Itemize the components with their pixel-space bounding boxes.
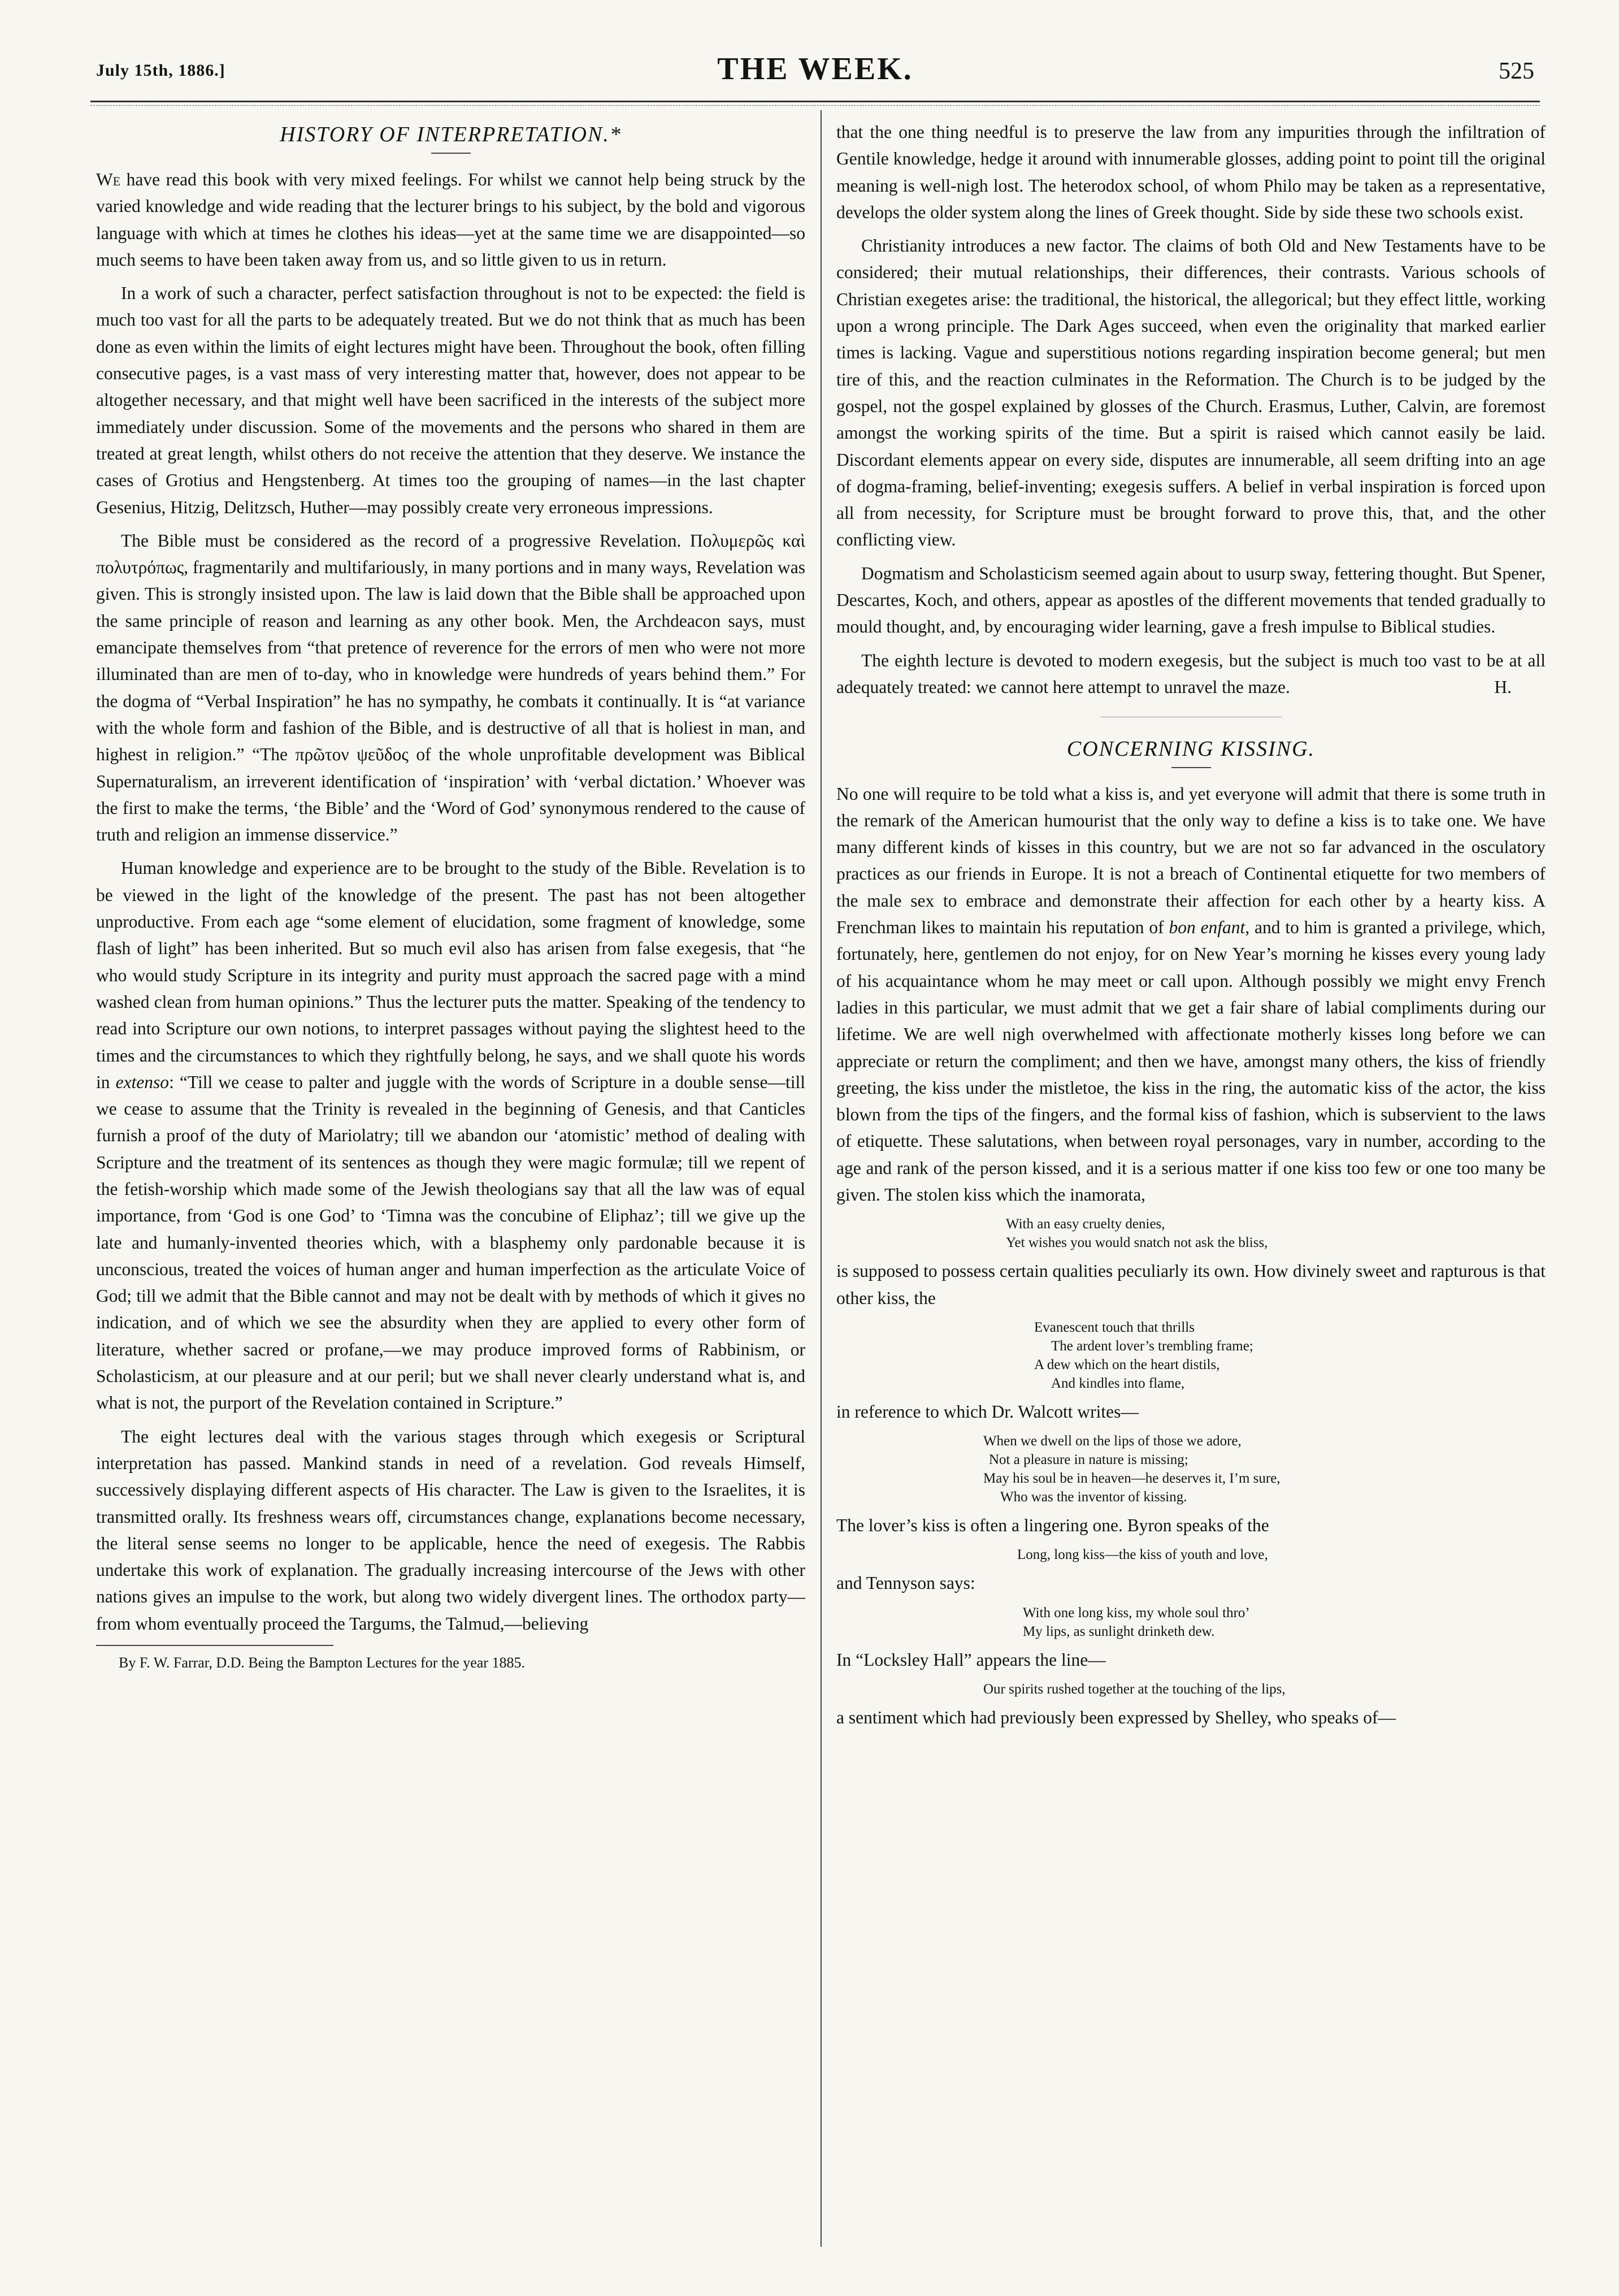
left-column [96,119,805,1673]
verse-quote [836,1215,1546,1252]
paragraph: in reference to which Dr. Walcott writes— [836,1401,1139,1422]
footnote: By F. W. Farrar, D.D. Being the Bampton Lectures for the year 1885. [119,1654,525,1671]
column-divider [821,110,822,2247]
article-title-kissing: CONCERNING KISSING. [1066,737,1316,761]
verse-quote [836,1680,1546,1699]
paragraph: and Tennyson says: [836,1573,975,1593]
verse-line: Long, long kiss—the kiss of youth and love, [1017,1547,1268,1563]
verse-line: Our spirits rushed together at the touching of the lips, [983,1682,1286,1697]
verse-quote [836,1318,1546,1393]
paragraph: Dogmatism and Scholasticism seemed again about to usurp sway, fettering thought. But Spener, Descartes, Koch, and others, appear as apostles of the different movements that tended gradually to mould thought, and, by encouraging wider learning, gave a fresh impulse to Biblical studies. [836,563,1546,637]
paragraph [836,781,1546,1208]
masthead: THE WEEK. [717,51,913,86]
verse-line: Not a pleasure in nature is missing; [989,1452,1188,1468]
paragraph-text: : “Till we cease to palter and juggle with the words of Scripture in a double sense—till we cease to assume that the Trinity is revealed in the beginning of Genesis, and that Canticles furnish a proof of the duty of Mariolatry; till we abandon our ‘atomistic’ method of dealing with Scripture and the treatment of its sentences as though they were magic formulæ; till we repent of the fetish-worship which made some of the Jewish theologians say that all the law was of equal importance, from ‘God is one God’ to ‘Timna was the concubine of Eliphaz’; till we give up the late and humanly-invented theories which, with a blasphemy only pardonable because it is unconscious, treated the voices of human anger and human imperfection as the articulate Voice of God; till we admit that the Bible cannot and may not be dealt with by methods of which it gives no indication, and of which we see the absurdity when they are applied to every other form of literature, whether sacred or profane,—we may produce improved forms of Rabbinism, or Scholasticism, at our pleasure and at our peril; but we shall never clearly understand what is, and what is not, the purport of the Revelation contained in Scripture.” [96,1072,805,1413]
title-rule [1171,767,1211,768]
paragraph: The eighth lecture is devoted to modern exegesis, but the subject is much too vast to be at all adequately treated: we cannot here attempt to unravel the maze. [836,650,1546,697]
opening-word: We [96,170,121,189]
paragraph: In “Locksley Hall” appears the line— [836,1649,1106,1670]
paragraph: In a work of such a character, perfect satisfaction throughout is not to be expected: the field is much too vast for all the parts to be adequately treated. But we do not think that as much has been done as even within the limits of eight lectures might have been. Throughout the book, often filling consecutive pages, is a vast mass of very interesting matter that, however, does not appear to be altogether necessary, and that might well have been sacrificed in the interests of the subject more immediately under discussion. Some of the movements and the persons who shared in them are treated at great length, whilst others do not receive the attention that they deserve. We instance the cases of Grotius and Hengstenberg. At times too the grouping of names—in the last chapter Gesenius, Hitzig, Delitzsch, Huther—may possibly create very erroneous impressions. [96,283,805,517]
paragraph-text: Human knowledge and experience are to be brought to the study of the Bible. Revelation is to be viewed in the light of the knowledge of the present. The past has not been altogether unproductive. From each age “some element of elucidation, some fragment of knowledge, some flash of light” has been inherited. But so much evil also has arisen from false exegesis, that “he who would study Scripture in its integrity and purity must approach the sacred page with a mind washed clean from human opinions.” Thus the lecturer puts the matter. Speaking of the tendency to read into Scripture our own notions, to interpret passages without paying the slightest heed to the times and the circumstances to which they rightfully belong, he says, and we shall quote his words in [96,858,805,1092]
verse-quote [836,1545,1546,1564]
paragraph-text: No one will require to be told what a kiss is, and yet everyone will admit that there is some truth in the remark of the American humourist that the only way to define a kiss is to take one. We have many different kinds of kisses in this country, but we are not so far advanced in the osculatory practices as our friends in Europe. It is not a breach of Continental etiquette for two members of the male sex to embrace and demonstrate their affection for each other by a hearty kiss. A Frenchman likes to maintain his reputation of [836,783,1546,938]
paragraph: The eight lectures deal with the various stages through which exegesis or Scriptural interpretation has passed. Mankind stands in need of a revelation. God reveals Himself, successively displaying different aspects of His character. The Law is given to the Israelites, it is transmitted orally. Its freshness wears off, circumstances change, explanations become necessary, the literal sense seems no longer to be applicable, hence the need of exegesis. The Rabbis undertake this work of explanation. The gradually increasing intercourse of the Jews with other nations gives an impulse to the work, but along two widely divergent lines. The orthodox party—from whom eventually proceed the Targums, the Talmud,—believing [96,1426,805,1634]
paragraph: The Bible must be considered as the record of a progressive Revelation. Πολυμερῶς καὶ πολυτρόπως, fragmentarily and multifariously, in many portions and in many ways, Revelation was given. This is strongly insisted upon. The law is laid down that the Bible shall be approached upon the same principle of reason and learning as any other book. Men, the Archdeacon says, must emancipate themselves from “that pretence of reverence for the errors of men who were not more illuminated than are men of to-day, who in knowledge were hundreds of years behind them.” For the dogma of “Verbal Inspiration” he has no sympathy, he combats it continually. It is “at variance with the whole form and fashion of the Bible, and is destructive of all that is holiest in man, and highest in religion.” “The πρῶτον ψεῦδος of the whole unprofitable development was Biblical Supernaturalism, an irreverent identification of ‘inspiration’ with ‘verbal dictation.’ Whoever was the first to make the terms, ‘the Bible’ and the ‘Word of God’ synonymous rendered to the cause of truth and religion an immense disservice.” [96,530,805,845]
verse-line: My lips, as sunlight drinketh dew. [1023,1623,1215,1639]
paragraph: a sentiment which had previously been expressed by Shelley, who speaks of— [836,1708,1396,1728]
article-title-interpretation: HISTORY OF INTERPRETATION.* [280,123,622,146]
signature: H. [1494,677,1512,698]
verse-line: The ardent lover’s trembling frame; [1051,1338,1253,1354]
paragraph: is supposed to possess certain qualities peculiarly its own. How divinely sweet and rapturous is that other kiss, the [836,1261,1546,1308]
verse-line: When we dwell on the lips of those we adore, [983,1433,1242,1449]
header-rule [90,101,1540,102]
verse-line: Evanescent touch that thrills [1034,1319,1195,1335]
verse-line: With one long kiss, my whole soul thro’ [1023,1605,1250,1621]
verse-quote [836,1432,1546,1506]
italic-phrase: bon enfant [1169,917,1245,938]
paragraph: Christianity introduces a new factor. The claims of both Old and New Testaments have to be considered; their mutual relationships, their differences, their contrasts. Various schools of Christian exegetes arise: the traditional, the historical, the allegorical; but they effect little, working upon a wrong principle. The Dark Ages succeed, when even the originality that marked earlier times is lacking. Vague and superstitious notions regarding inspiration become general; but men tire of this, and the reaction culminates in the Reformation. The Church is to be judged by the gospel, not the gospel explained by glosses of the Church. Erasmus, Luther, Calvin, are foremost amongst the working spirits of the time. But a spirit is raised which cannot easily be laid. Discordant elements appear on every side, disputes are innumerable, all seem drifting into an age of dogma-framing, belief-inventing; exegesis suffers. A belief in verbal inspiration is forced upon all from necessity, for Scripture must be brought forward to prove this, that, and the other conflicting view. [836,236,1546,550]
verse-line: Yet wishes you would snatch not ask the bliss, [1006,1235,1268,1251]
issue-date: July 15th, 1886.] [96,61,225,80]
right-column [836,119,1546,1731]
verse-line: Who was the inventor of kissing. [1000,1489,1187,1505]
footnote-rule [96,1645,333,1646]
verse-line: And kindles into flame, [1051,1375,1185,1391]
header-rule-dashed [90,105,1540,106]
title-rule [431,153,471,154]
paragraph [96,855,805,1416]
paragraph: that the one thing needful is to preserve the law from any impurities through the infiltration of Gentile knowledge, hedge it around with innumerable glosses, adding point to point till the original meaning is well-nigh lost. The heterodox school, of whom Philo may be taken as a representative, develops the older system along the lines of Greek thought. Side by side these two schools exist. [836,122,1546,222]
page-header [96,51,1534,90]
paragraph-text: , and to him is granted a privilege, which, fortunately, here, gentlemen do not enjoy, for on New Year’s morning he kisses every young lady of his acquaintance whom he may meet or call upon. Although possibly we might envy French ladies in this particular, we must admit that we get a fair share of labial compliments during our lifetime. We are well nigh overwhelmed with affectionate motherly kisses long before we can appreciate or return the compliment; and then we have, amongst many others, the kiss of friendly greeting, the kiss under the mistletoe, the kiss in the ring, the automatic kiss of the actor, the kiss blown from the tips of the fingers, and the formal kiss of fashion, which is subservient to the laws of etiquette. These salutations, when between royal personages, vary in number, according to the age and rank of the person kissed, and it is a serious matter if one kiss too few or one too many be given. The stolen kiss which the inamorata, [836,917,1546,1205]
paragraph: The lover’s kiss is often a lingering one. Byron speaks of the [836,1515,1269,1536]
verse-quote [836,1604,1546,1641]
paragraph [96,166,805,273]
page-number: 525 [1499,58,1534,84]
verse-line: With an easy cruelty denies, [1006,1216,1165,1232]
verse-line: May his soul be in heaven—he deserves it, I’m sure, [983,1471,1281,1487]
paragraph-text: have read this book with very mixed feelings. For whilst we cannot help being struck by the varied knowledge and wide reading that the lecturer brings to his subject, by the bold and vigorous language with which at times he clothes his ideas—yet at the same time we are disappointed—so much seems to have been taken away from us, and so little given to us in return. [96,170,805,270]
verse-line: A dew which on the heart distils, [1034,1357,1220,1372]
italic-phrase: extenso [115,1072,170,1092]
